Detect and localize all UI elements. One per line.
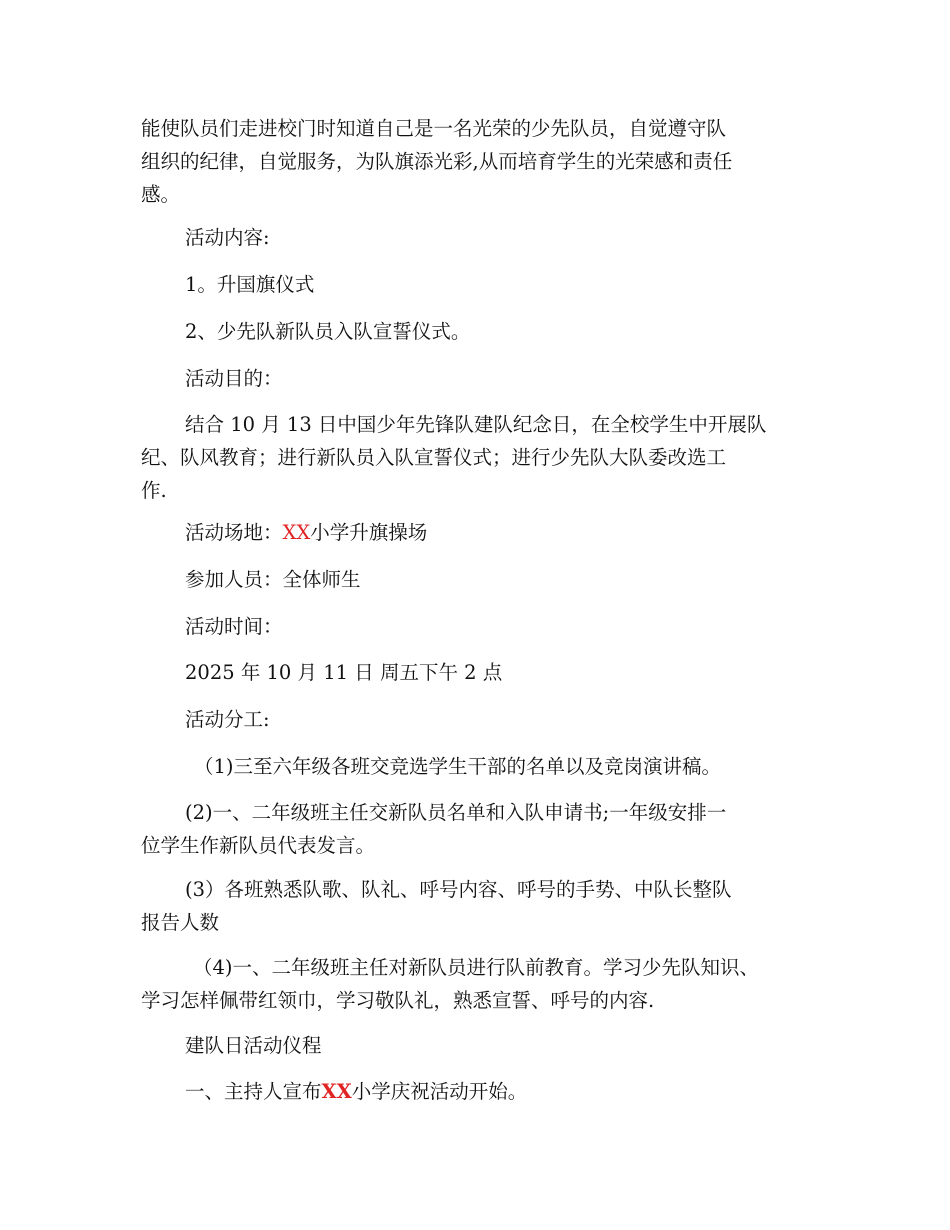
division-item-1: （1)三至六年级各班交竞选学生干部的名单以及竞岗演讲稿。: [194, 755, 722, 778]
division-4-line-1: （4)一、二年级班主任对新队员进行队前教育。学习少先队知识、: [193, 956, 760, 979]
venue-school-placeholder: XX: [282, 521, 311, 544]
division-4-line-2: 学习怎样佩带红领巾，学习敬队礼，熟悉宣誓、呼号的内容.: [141, 989, 655, 1012]
intro-line-2: 组织的纪律，自觉服务，为队旗添光彩,从而培育学生的光荣感和责任: [141, 150, 733, 173]
step-1-suffix: 小学庆祝活动开始。: [351, 1080, 528, 1103]
division-item-3: [141, 873, 831, 939]
participants-line: 参加人员：全体师生: [185, 568, 361, 591]
division-heading: 活动分工:: [185, 708, 270, 731]
division-item-2: [141, 796, 831, 862]
content-heading: 活动内容:: [185, 226, 270, 249]
ceremony-step-1: [185, 1075, 875, 1108]
ceremony-heading: 建队日活动仪程: [185, 1034, 322, 1057]
step-1-school-placeholder: XX: [321, 1080, 352, 1103]
division-3-line-2: 报告人数: [141, 911, 220, 934]
intro-line-1: 能使队员们走进校门时知道自己是一名光荣的少先队员，自觉遵守队: [141, 117, 727, 140]
division-item-4: [141, 951, 831, 1017]
venue-label: 活动场地：: [185, 521, 283, 544]
purpose-paragraph: [141, 408, 831, 507]
time-value: 2025 年 10 月 11 日 周五下午 2 点: [185, 661, 503, 684]
purpose-line-2: 纪、队风教育；进行新队员入队宣誓仪式；进行少先队大队委改选工: [141, 446, 727, 469]
venue-text: 小学升旗操场: [310, 521, 428, 544]
purpose-line-3: 作.: [141, 479, 167, 502]
intro-line-3: 感。: [141, 183, 181, 206]
division-3-line-1: (3）各班熟悉队歌、队礼、呼号内容、呼号的手势、中队长整队: [185, 878, 732, 901]
purpose-heading: 活动目的：: [185, 367, 283, 390]
intro-paragraph: [141, 112, 831, 211]
step-1-prefix: 一、主持人宣布: [185, 1080, 322, 1103]
division-2-line-2: 位学生作新队员代表发言。: [141, 834, 376, 857]
time-heading: 活动时间：: [185, 615, 283, 638]
content-item-2: 2、少先队新队员入队宣誓仪式。: [185, 320, 471, 343]
purpose-line-1: 结合 10 月 13 日中国少年先锋队建队纪念日，在全校学生中开展队: [185, 413, 767, 436]
division-2-line-1: (2)一、二年级班主任交新队员名单和入队申请书;一年级安排一: [185, 801, 727, 824]
content-item-1: 1。升国旗仪式: [185, 273, 315, 296]
venue-line: [185, 516, 875, 549]
